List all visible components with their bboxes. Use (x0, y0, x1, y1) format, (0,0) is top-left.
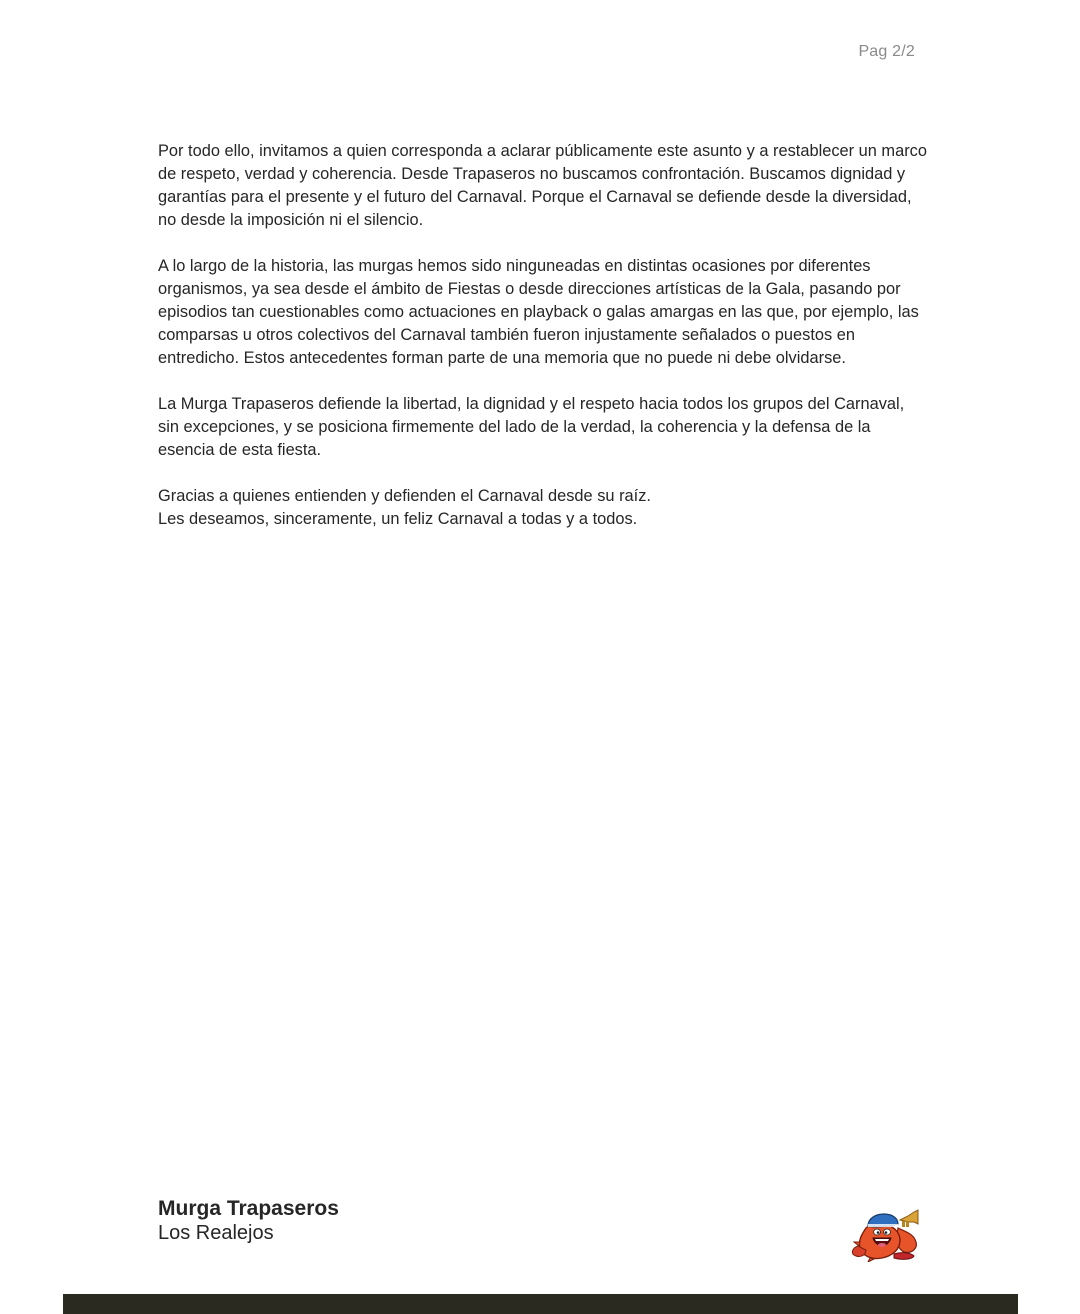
signature-name: Murga Trapaseros (158, 1197, 339, 1220)
closing-paragraph (158, 485, 928, 531)
paragraph-3: La Murga Trapaseros defiende la libertad, la dignidad y el respeto hacia todos los grupos del Carnaval, sin excepciones, y se posiciona firmemente del lado de la verdad, la coherencia y la defensa de la esencia de esta fiesta. (158, 395, 905, 459)
murga-mascot-logo-icon (848, 1206, 924, 1262)
paragraph-1: Por todo ello, invitamos a quien corresponda a aclarar públicamente este asunto y a restablecer un marco de respeto, verdad y coherencia. Desde Trapaseros no buscamos confrontación. Buscamos dignidad y garantías para el presente y el futuro del Carnaval. Porque el Carnaval se defiende desde la diversidad, no desde la imposición ni el silencio. (158, 142, 927, 229)
closing-line-1: Gracias a quienes entienden y defienden el Carnaval desde su raíz. (158, 487, 651, 505)
mascot-svg (848, 1206, 924, 1262)
trumpet-icon (900, 1210, 918, 1227)
signature-place: Los Realejos (158, 1222, 274, 1244)
page-number: Pag 2/2 (858, 43, 915, 60)
closing-line-2: Les deseamos, sinceramente, un feliz Carnaval a todas y a todos. (158, 510, 638, 528)
signature-block (158, 1196, 339, 1245)
letter-body (158, 140, 928, 531)
footer-bar (63, 1294, 1018, 1314)
paragraph-2: A lo largo de la historia, las murgas hemos sido ninguneadas en distintas ocasiones por diferentes organismos, ya sea desde el ámbito de Fiestas o desde direcciones artísticas de la Gala, pasando por episodios tan cuestionables como actuaciones en playback o galas amargas en las que, por ejemplo, las comparsas u otros colectivos del Carnaval también fueron injustamente señalados o puestos en entredicho. Estos antecedentes forman parte de una memoria que no puede ni debe olvidarse. (158, 257, 919, 367)
